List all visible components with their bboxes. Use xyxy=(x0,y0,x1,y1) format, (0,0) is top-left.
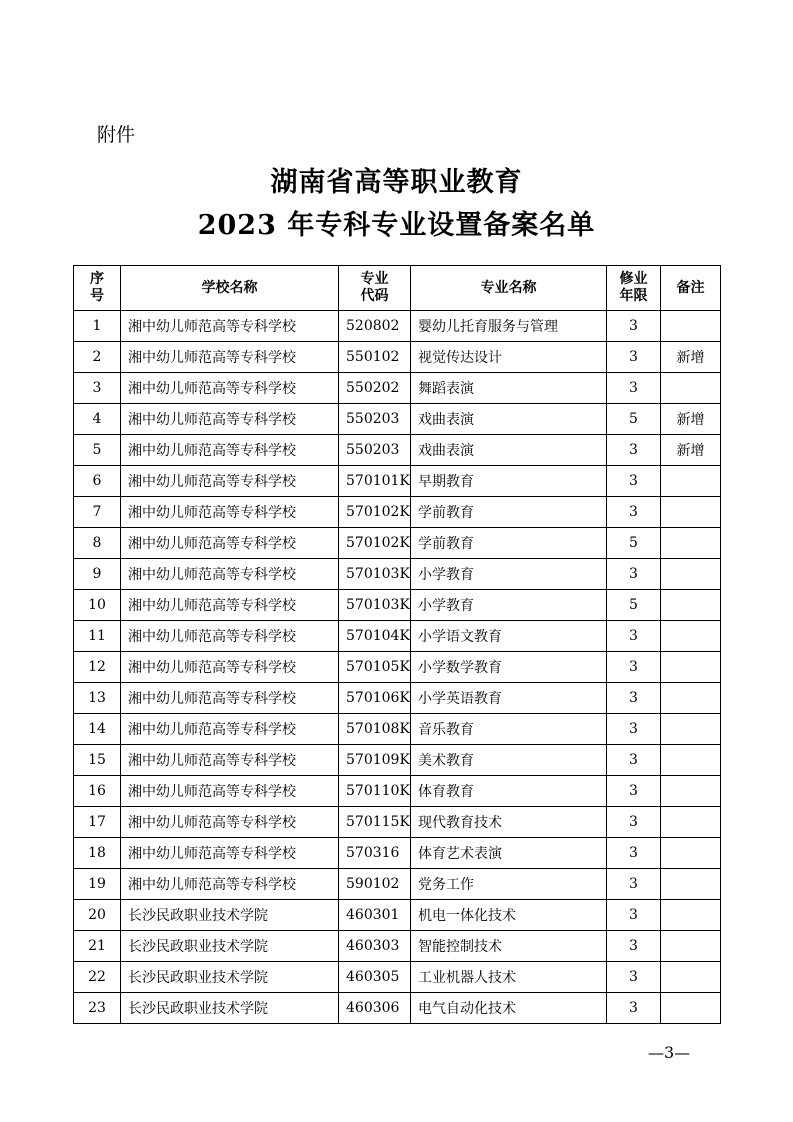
cell-school: 湘中幼儿师范高等专科学校 xyxy=(121,528,339,559)
cell-years: 3 xyxy=(607,838,661,869)
col-header-code: 专业 代码 xyxy=(339,266,411,311)
cell-major: 机电一体化技术 xyxy=(411,900,607,931)
cell-note xyxy=(661,900,721,931)
cell-note xyxy=(661,993,721,1024)
table-row xyxy=(74,869,721,900)
table-row xyxy=(74,466,721,497)
cell-no: 7 xyxy=(74,497,121,528)
table-row xyxy=(74,590,721,621)
cell-years: 3 xyxy=(607,745,661,776)
cell-major: 体育教育 xyxy=(411,776,607,807)
cell-note xyxy=(661,311,721,342)
cell-school: 湘中幼儿师范高等专科学校 xyxy=(121,311,339,342)
cell-code: 590102 xyxy=(339,869,411,900)
cell-no: 10 xyxy=(74,590,121,621)
cell-code: 570102K xyxy=(339,497,411,528)
cell-code: 570105K xyxy=(339,652,411,683)
col-header-school: 学校名称 xyxy=(121,266,339,311)
cell-major: 婴幼儿托育服务与管理 xyxy=(411,311,607,342)
cell-major: 智能控制技术 xyxy=(411,931,607,962)
cell-school: 长沙民政职业技术学院 xyxy=(121,900,339,931)
cell-no: 12 xyxy=(74,652,121,683)
document-title-line2: 2023 年专科专业设置备案名单 xyxy=(197,210,596,241)
cell-years: 3 xyxy=(607,962,661,993)
cell-no: 3 xyxy=(74,373,121,404)
cell-no: 19 xyxy=(74,869,121,900)
cell-school: 湘中幼儿师范高等专科学校 xyxy=(121,435,339,466)
table-row xyxy=(74,962,721,993)
cell-years: 3 xyxy=(607,900,661,931)
document-title-line1: 湖南省高等职业教育 xyxy=(270,167,523,198)
cell-code: 460301 xyxy=(339,900,411,931)
cell-no: 13 xyxy=(74,683,121,714)
cell-school: 湘中幼儿师范高等专科学校 xyxy=(121,745,339,776)
cell-code: 460303 xyxy=(339,931,411,962)
cell-major: 戏曲表演 xyxy=(411,404,607,435)
cell-note xyxy=(661,559,721,590)
cell-major: 音乐教育 xyxy=(411,714,607,745)
cell-code: 460305 xyxy=(339,962,411,993)
cell-years: 3 xyxy=(607,435,661,466)
cell-major: 学前教育 xyxy=(411,528,607,559)
cell-no: 2 xyxy=(74,342,121,373)
table-row xyxy=(74,404,721,435)
cell-years: 3 xyxy=(607,373,661,404)
cell-major: 小学语文教育 xyxy=(411,621,607,652)
page-number: —3— xyxy=(648,1043,691,1062)
table-row xyxy=(74,435,721,466)
cell-school: 湘中幼儿师范高等专科学校 xyxy=(121,683,339,714)
cell-note: 新增 xyxy=(661,342,721,373)
cell-major: 工业机器人技术 xyxy=(411,962,607,993)
cell-school: 湘中幼儿师范高等专科学校 xyxy=(121,776,339,807)
table-row xyxy=(74,714,721,745)
cell-no: 1 xyxy=(74,311,121,342)
cell-no: 4 xyxy=(74,404,121,435)
table-row xyxy=(74,311,721,342)
cell-code: 570316 xyxy=(339,838,411,869)
cell-school: 湘中幼儿师范高等专科学校 xyxy=(121,404,339,435)
table-row xyxy=(74,373,721,404)
cell-code: 550203 xyxy=(339,435,411,466)
cell-code: 520802 xyxy=(339,311,411,342)
cell-no: 5 xyxy=(74,435,121,466)
cell-major: 学前教育 xyxy=(411,497,607,528)
table-row xyxy=(74,559,721,590)
cell-years: 5 xyxy=(607,528,661,559)
cell-no: 16 xyxy=(74,776,121,807)
attachment-label: 附件 xyxy=(97,124,136,146)
table-row xyxy=(74,993,721,1024)
cell-years: 5 xyxy=(607,404,661,435)
cell-major: 现代教育技术 xyxy=(411,807,607,838)
table-row xyxy=(74,683,721,714)
cell-major: 早期教育 xyxy=(411,466,607,497)
cell-no: 21 xyxy=(74,931,121,962)
cell-major: 小学英语教育 xyxy=(411,683,607,714)
cell-code: 550102 xyxy=(339,342,411,373)
cell-school: 长沙民政职业技术学院 xyxy=(121,931,339,962)
cell-code: 570103K xyxy=(339,590,411,621)
cell-major: 体育艺术表演 xyxy=(411,838,607,869)
cell-school: 湘中幼儿师范高等专科学校 xyxy=(121,373,339,404)
cell-note xyxy=(661,962,721,993)
cell-note xyxy=(661,683,721,714)
cell-code: 570104K xyxy=(339,621,411,652)
cell-school: 湘中幼儿师范高等专科学校 xyxy=(121,466,339,497)
cell-school: 湘中幼儿师范高等专科学校 xyxy=(121,590,339,621)
table-row xyxy=(74,807,721,838)
cell-school: 湘中幼儿师范高等专科学校 xyxy=(121,807,339,838)
cell-school: 长沙民政职业技术学院 xyxy=(121,993,339,1024)
cell-note xyxy=(661,807,721,838)
cell-school: 湘中幼儿师范高等专科学校 xyxy=(121,621,339,652)
cell-major: 舞蹈表演 xyxy=(411,373,607,404)
cell-years: 3 xyxy=(607,497,661,528)
cell-major: 视觉传达设计 xyxy=(411,342,607,373)
cell-major: 戏曲表演 xyxy=(411,435,607,466)
cell-school: 长沙民政职业技术学院 xyxy=(121,962,339,993)
cell-code: 570109K xyxy=(339,745,411,776)
col-header-years: 修业 年限 xyxy=(607,266,661,311)
table-row xyxy=(74,342,721,373)
cell-note xyxy=(661,745,721,776)
cell-no: 8 xyxy=(74,528,121,559)
cell-major: 小学教育 xyxy=(411,590,607,621)
cell-school: 湘中幼儿师范高等专科学校 xyxy=(121,497,339,528)
cell-no: 18 xyxy=(74,838,121,869)
cell-school: 湘中幼儿师范高等专科学校 xyxy=(121,714,339,745)
table-row xyxy=(74,745,721,776)
cell-code: 570110K xyxy=(339,776,411,807)
table-row xyxy=(74,900,721,931)
cell-note: 新增 xyxy=(661,435,721,466)
col-header-note: 备注 xyxy=(661,266,721,311)
cell-school: 湘中幼儿师范高等专科学校 xyxy=(121,838,339,869)
cell-school: 湘中幼儿师范高等专科学校 xyxy=(121,559,339,590)
cell-note xyxy=(661,621,721,652)
cell-no: 23 xyxy=(74,993,121,1024)
cell-note xyxy=(661,466,721,497)
cell-years: 3 xyxy=(607,621,661,652)
cell-no: 6 xyxy=(74,466,121,497)
cell-major: 党务工作 xyxy=(411,869,607,900)
cell-no: 14 xyxy=(74,714,121,745)
table-row xyxy=(74,776,721,807)
cell-code: 550202 xyxy=(339,373,411,404)
table-row xyxy=(74,838,721,869)
cell-school: 湘中幼儿师范高等专科学校 xyxy=(121,652,339,683)
table-row xyxy=(74,497,721,528)
cell-code: 550203 xyxy=(339,404,411,435)
cell-note xyxy=(661,714,721,745)
cell-note xyxy=(661,497,721,528)
cell-note: 新增 xyxy=(661,404,721,435)
cell-code: 570108K xyxy=(339,714,411,745)
table-row xyxy=(74,931,721,962)
cell-years: 3 xyxy=(607,931,661,962)
cell-no: 9 xyxy=(74,559,121,590)
cell-years: 3 xyxy=(607,993,661,1024)
cell-note xyxy=(661,590,721,621)
cell-years: 3 xyxy=(607,466,661,497)
cell-no: 11 xyxy=(74,621,121,652)
cell-years: 3 xyxy=(607,652,661,683)
major-filing-table xyxy=(73,265,721,1024)
cell-code: 570103K xyxy=(339,559,411,590)
cell-years: 3 xyxy=(607,776,661,807)
table-header-row xyxy=(74,266,721,311)
cell-no: 15 xyxy=(74,745,121,776)
cell-code: 570115K xyxy=(339,807,411,838)
cell-no: 22 xyxy=(74,962,121,993)
table-row xyxy=(74,652,721,683)
cell-note xyxy=(661,528,721,559)
cell-note xyxy=(661,373,721,404)
cell-years: 3 xyxy=(607,683,661,714)
cell-years: 3 xyxy=(607,807,661,838)
cell-years: 5 xyxy=(607,590,661,621)
cell-note xyxy=(661,652,721,683)
table-row xyxy=(74,528,721,559)
cell-code: 570101K xyxy=(339,466,411,497)
col-header-major: 专业名称 xyxy=(411,266,607,311)
cell-major: 美术教育 xyxy=(411,745,607,776)
col-header-no: 序 号 xyxy=(74,266,121,311)
cell-code: 460306 xyxy=(339,993,411,1024)
cell-major: 电气自动化技术 xyxy=(411,993,607,1024)
cell-note xyxy=(661,838,721,869)
table-row xyxy=(74,621,721,652)
cell-years: 3 xyxy=(607,311,661,342)
cell-no: 20 xyxy=(74,900,121,931)
cell-code: 570102K xyxy=(339,528,411,559)
cell-major: 小学数学教育 xyxy=(411,652,607,683)
cell-years: 3 xyxy=(607,869,661,900)
cell-years: 3 xyxy=(607,714,661,745)
cell-note xyxy=(661,776,721,807)
cell-years: 3 xyxy=(607,559,661,590)
cell-years: 3 xyxy=(607,342,661,373)
cell-note xyxy=(661,931,721,962)
cell-school: 湘中幼儿师范高等专科学校 xyxy=(121,869,339,900)
cell-no: 17 xyxy=(74,807,121,838)
cell-code: 570106K xyxy=(339,683,411,714)
cell-note xyxy=(661,869,721,900)
cell-school: 湘中幼儿师范高等专科学校 xyxy=(121,342,339,373)
cell-major: 小学教育 xyxy=(411,559,607,590)
